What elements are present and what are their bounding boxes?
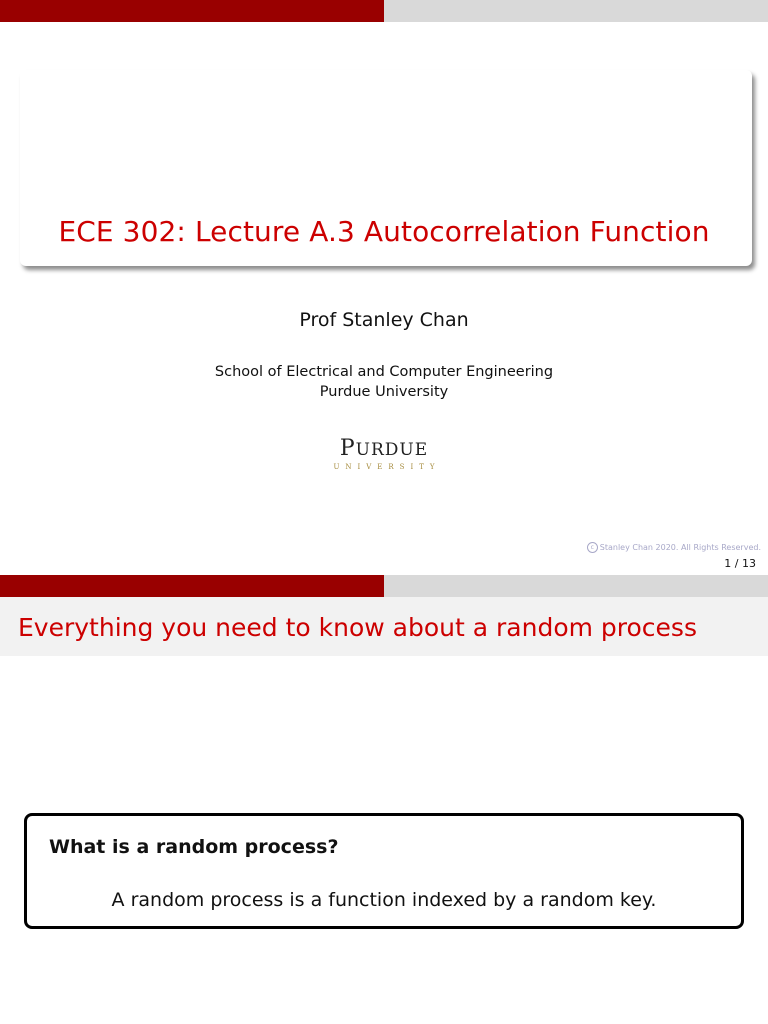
copyright-icon: c bbox=[587, 542, 598, 553]
box-title: What is a random process? bbox=[49, 836, 339, 858]
definition-box bbox=[24, 813, 744, 929]
copyright-text: Stanley Chan 2020. All Rights Reserved. bbox=[599, 543, 761, 552]
institution-university: Purdue University bbox=[319, 384, 449, 400]
logo-subtext: UNIVERSITY bbox=[333, 463, 441, 471]
lecture-title: ECE 302: Lecture A.3 Autocorrelation Function bbox=[58, 215, 710, 248]
logo-wordmark-rest: URDUE bbox=[355, 440, 429, 460]
purdue-logo bbox=[0, 437, 768, 471]
header-bar bbox=[0, 0, 768, 22]
author: Prof Stanley Chan bbox=[299, 309, 469, 331]
header-bar-red bbox=[0, 575, 384, 597]
box-body: A random process is a function indexed by a random key. bbox=[111, 889, 657, 911]
logo-wordmark bbox=[0, 437, 768, 462]
header-bar-gray bbox=[384, 575, 768, 597]
logo-wordmark-initial: P bbox=[339, 436, 356, 461]
header-bar bbox=[0, 575, 768, 597]
header-bar-gray bbox=[384, 0, 768, 22]
copyright-notice bbox=[587, 542, 761, 553]
page-number: 1 / 13 bbox=[724, 557, 756, 570]
frame-title: Everything you need to know about a random process bbox=[18, 613, 697, 642]
institution-school: School of Electrical and Computer Engineering bbox=[214, 364, 554, 380]
content-slide bbox=[0, 575, 768, 1024]
header-bar-red bbox=[0, 0, 384, 22]
